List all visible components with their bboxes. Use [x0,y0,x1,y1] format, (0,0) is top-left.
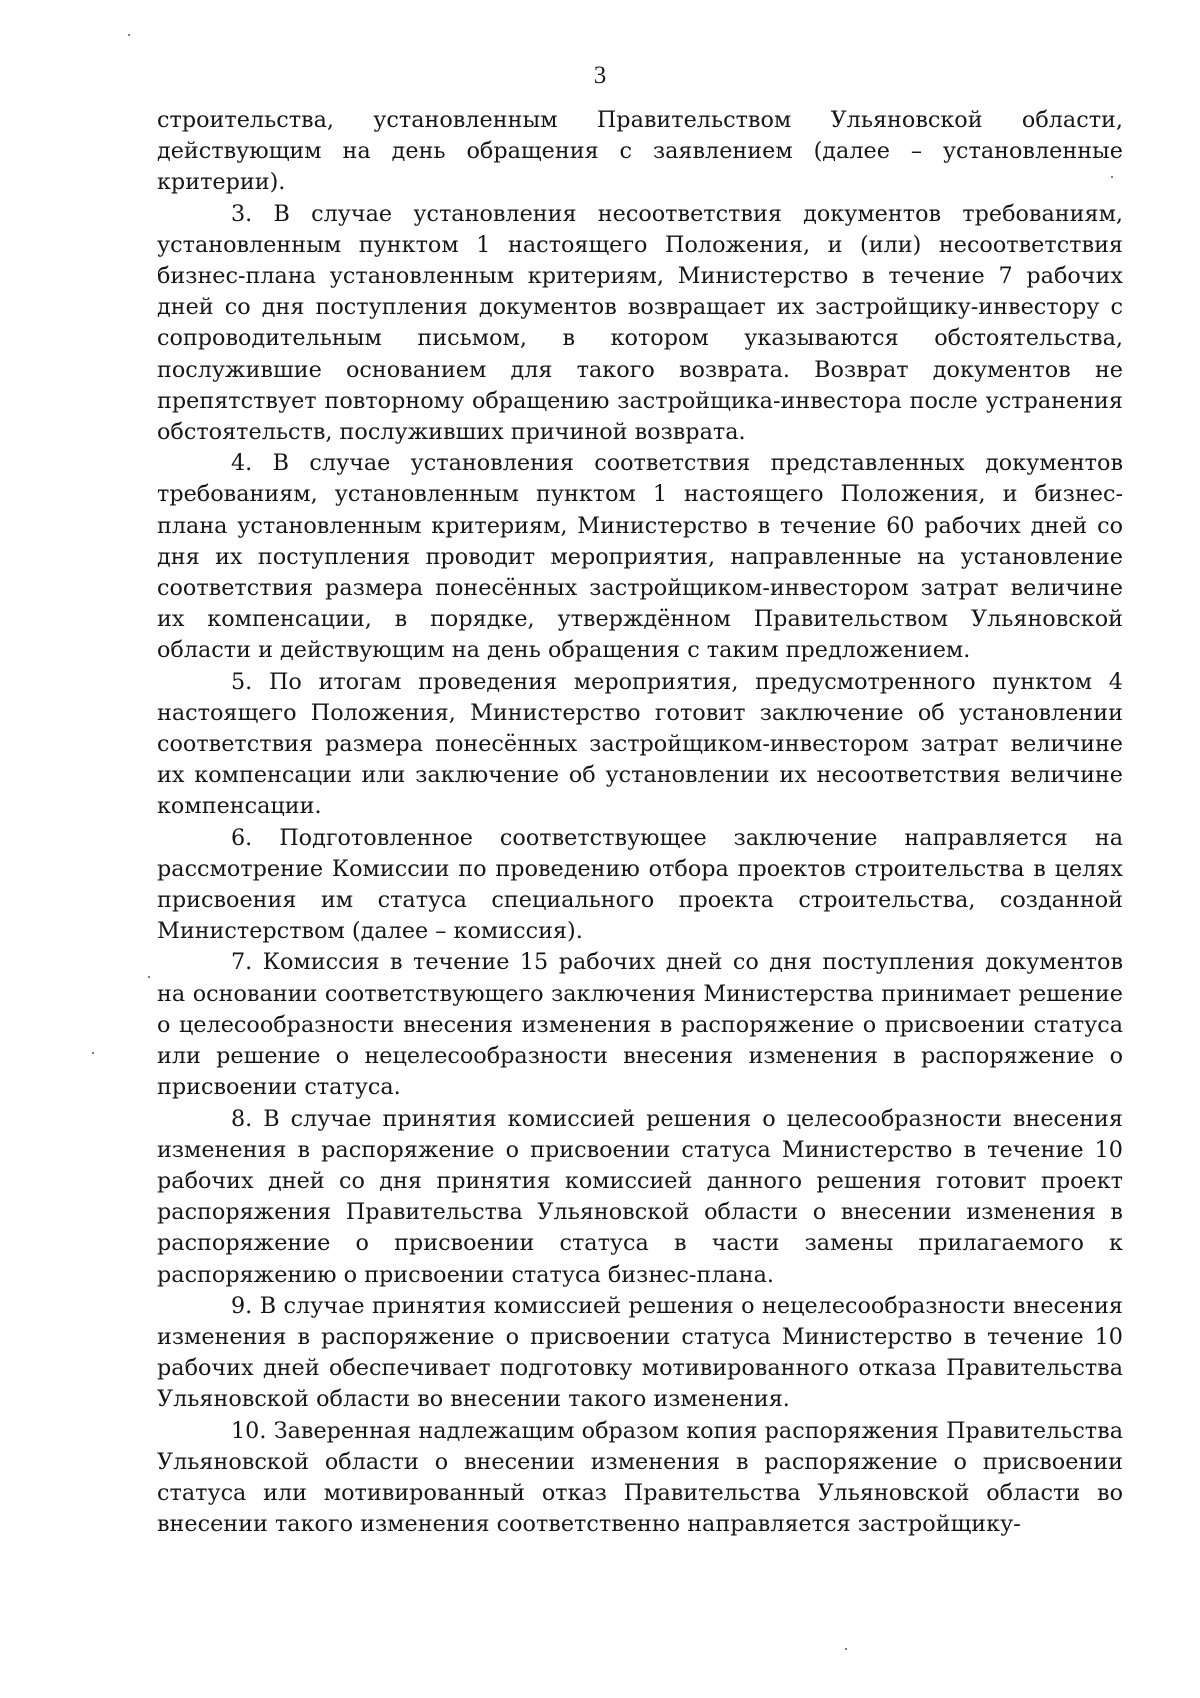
page-number: 3 [593,62,607,89]
paragraph-10: 10. Заверенная надлежащим образом копия распоряжения Правительства Ульяновской области о внесении изменения в распоряжение о присвоении статуса или мотивированный отказ Правительства Ульяновской области во внесении такого изменения соответственно направляется застройщику- [157,1417,1123,1538]
scan-speck [148,976,150,978]
scan-speck [92,1052,94,1054]
paragraph-7: 7. Комиссия в течение 15 рабочих дней со дня поступления документов на основании соответствующего заключения Министерства принимает решение о целесообразности внесения изменения в распоряжение о присвоении статуса или решение о нецелесообразности внесения изменения в распоряжение о присвоении статуса. [157,949,1123,1101]
scan-speck [845,1648,847,1650]
document-body [157,105,1123,1540]
paragraph-9: 9. В случае принятия комиссией решения о нецелесообразности внесения изменения в распоряжение о присвоении статуса Министерство в течение 10 рабочих дней обеспечивает подготовку мотивированного отказа Правительства Ульяновской области во внесении такого изменения. [157,1292,1123,1413]
paragraph-8: 8. В случае принятия комиссией решения о целесообразности внесения изменения в распоряжение о присвоении статуса Министерство в течение 10 рабочих дней со дня принятия комиссией данного решения готовит проект распоряжения Правительства Ульяновской области о внесении изменения в распоряжение о присвоении статуса в части замены прилагаемого к распоряжению о присвоении статуса бизнес-плана. [157,1105,1123,1288]
scan-speck [128,34,130,36]
scan-speck [1111,176,1113,178]
paragraph-3: 3. В случае установления несоответствия документов требованиям, установленным пунктом 1 настоящего Положения, и (или) несоответствия бизнес-плана установленным критериям, Министерство в течение 7 рабочих дней со дня поступления документов возвращает их застройщику-инвестору с сопроводительным письмом, в котором указываются обстоятельства, послужившие основанием для такого возврата. Возврат документов не препятствует повторному обращению застройщика-инвестора после устранения обстоятельств, послуживших причиной возврата. [157,200,1123,446]
paragraph-6: 6. Подготовленное соответствующее заключение направляется на рассмотрение Комиссии по проведению отбора проектов строительства в целях присвоения им статуса специального проекта строительства, созданной Министерством (далее – комиссия). [157,824,1123,945]
paragraph-5: 5. По итогам проведения мероприятия, предусмотренного пунктом 4 настоящего Положения, Министерство готовит заключение об установлении соответствия размера понесённых застройщиком-инвестором затрат величине их компенсации или заключение об установлении их несоответствия величине компенсации. [157,668,1123,820]
paragraph-4: 4. В случае установления соответствия представленных документов требованиям, установленным пунктом 1 настоящего Положения, и бизнес-плана установленным критериям, Министерство в течение 60 рабочих дней со дня их поступления проводит мероприятия, направленные на установление соответствия размера понесённых застройщиком-инвестором затрат величине их компенсации, в порядке, утверждённом Правительством Ульяновской области и действующим на день обращения с таким предложением. [157,450,1123,664]
paragraph-continuation: строительства, установленным Правительством Ульяновской области, действующим на день обращения с заявлением (далее – установленные критерии). [157,107,1123,196]
